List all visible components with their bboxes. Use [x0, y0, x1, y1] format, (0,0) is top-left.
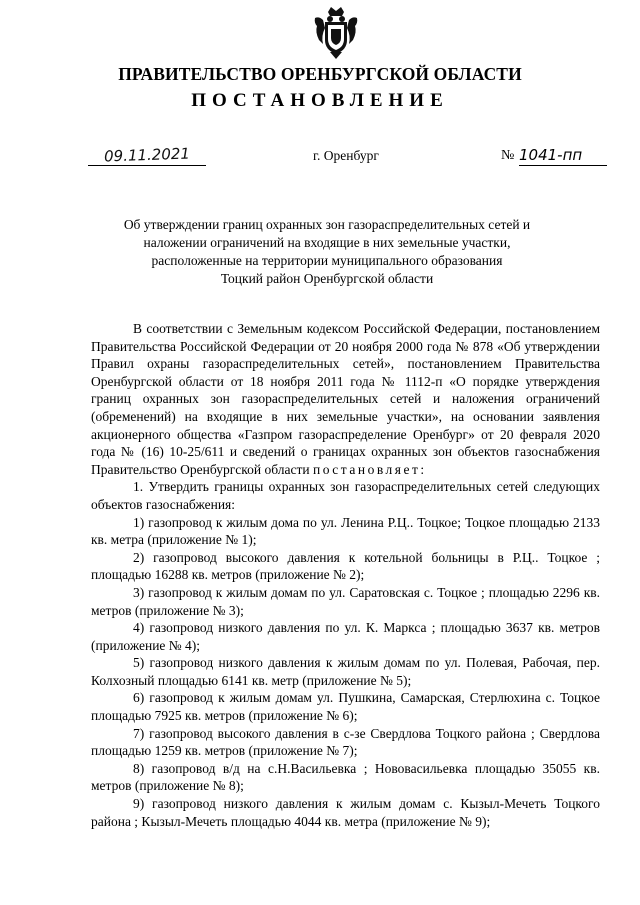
document-date: 09.11.2021 — [103, 144, 191, 166]
coat-of-arms-icon — [313, 6, 359, 60]
number-field — [501, 146, 611, 168]
city-label: г. Оренбург — [313, 148, 379, 163]
list-item: 1) газопровод к жилым дома по ул. Ленина Р.Ц.. Тоцкое; Тоцкое площадью 2133 кв. метра (приложение № 1); — [91, 514, 600, 548]
document-title — [90, 216, 564, 288]
list-item: 2) газопровод высокого давления к котельной больницы в Р.Ц.. Тоцкое ; площадью 16288 кв. метров (приложение № 2); — [91, 549, 600, 583]
decree-word: постановляет: — [313, 461, 427, 477]
date-underline — [88, 165, 206, 166]
title-line: Об утверждении границ охранных зон газораспределительных сетей и — [123, 217, 531, 232]
document-number: 1041-пп — [519, 146, 583, 164]
list-item: 6) газопровод к жилым домам ул. Пушкина, Самарская, Стерлюхина с. Тоцкое площадью 7925 кв. метров (приложение № 6); — [91, 690, 600, 724]
preamble-text: В соответствии с Земельным кодексом Российской Федерации, постановлением Правительства Российской Федерации от 20 ноября 2000 года № 878 «Об утверждении Правил охраны газораспределительных сетей», постановлением Правительства Оренбургской области от 18 ноября 2011 года № 1112-п «О порядке утверждения границ охранных зон газораспределительных сетей и наложения ограничений (обременений) на входящие в них земельные участки», на основании заявления акционерного общества «Газпром газораспределение Оренбург» от 20 февраля 2020 года № (16) 10-25/611 и сведений о границах охранных зон объектов газоснабжения Правительство Оренбургской области — [91, 321, 600, 477]
title-line: расположенные на территории муниципального образования — [151, 253, 503, 268]
list-item: 9) газопровод низкого давления к жилым домам с. Кызыл-Мечеть Тоцкого района ; Кызыл-Мечеть площадью 4044 кв. метра (приложение № 9); — [91, 796, 600, 829]
list-item: 5) газопровод низкого давления к жилым домам по ул. Полевая, Рабочая, пер. Колхозный площадью 6141 кв. метр (приложение № 5); — [91, 655, 600, 688]
date-field — [88, 146, 206, 168]
item-1-paragraph: 1. Утвердить границы охранных зон газораспределительных сетей следующих объектов газоснабжения: — [91, 479, 600, 512]
number-underline — [519, 165, 607, 166]
document-body — [91, 320, 600, 830]
list-item: 7) газопровод высокого давления в с-зе Свердлова Тоцкого района ; Свердлова площадью 1259 кв. метров (приложение № 7); — [91, 725, 600, 759]
title-line: Тоцкий район Оренбургской области — [220, 271, 434, 286]
title-line: наложении ограничений на входящие в них земельные участки, — [143, 235, 511, 250]
organization-name: ПРАВИТЕЛЬСТВО ОРЕНБУРГСКОЙ ОБЛАСТИ — [118, 64, 522, 84]
list-item: 4) газопровод низкого давления по ул. К. Маркса ; площадью 3637 кв. метров (приложение № 4); — [91, 620, 600, 653]
list-item: 3) газопровод к жилым домам по ул. Саратовская с. Тоцкое ; площадью 2296 кв. метров (приложение № 3); — [91, 584, 600, 618]
document-type: ПОСТАНОВЛЕНИЕ — [191, 90, 449, 111]
list-item: 8) газопровод в/д на с.Н.Васильевка ; Нововасильевка площадью 35055 кв. метров (приложение № 8); — [91, 760, 600, 794]
number-sign: № — [501, 148, 515, 163]
preamble-paragraph — [91, 320, 600, 478]
